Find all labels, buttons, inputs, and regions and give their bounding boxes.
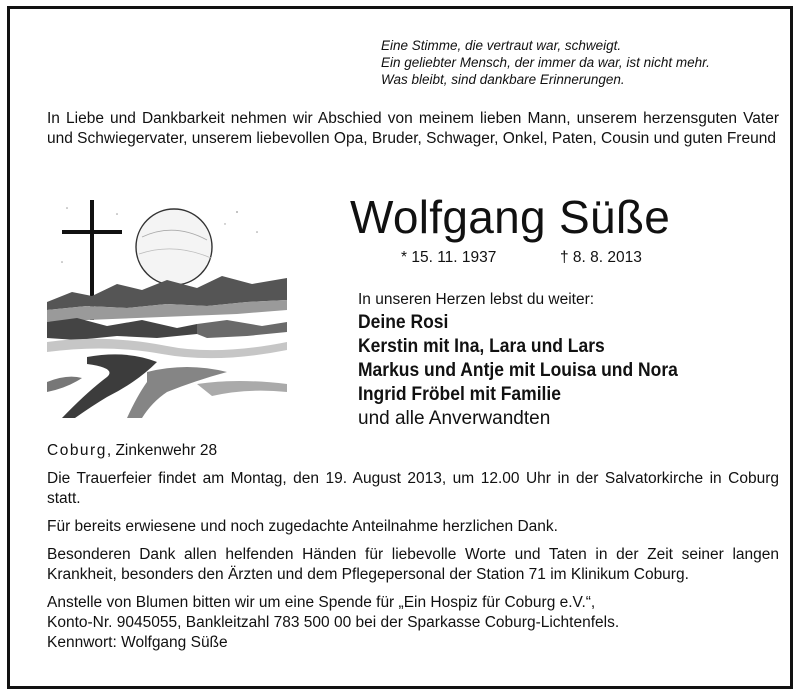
poem-line: Ein geliebter Mensch, der immer da war, ist nicht mehr. bbox=[381, 55, 710, 70]
farewell-intro: In Liebe und Dankbarkeit nehmen wir Abschied von meinem lieben Mann, unserem herzensguten Vater und Schwiegervater, unserem liebevollen Opa, Bruder, Schwager, Onkel, Paten, Cousin und guten Freund bbox=[47, 110, 779, 147]
deceased-name: Wolfgang Süße bbox=[350, 191, 671, 243]
survivors-list bbox=[358, 289, 706, 431]
special-thanks: Besonderen Dank allen helfenden Händen für liebevolle Worte und Taten in der Zeit seiner langen Krankheit, besonders den Ärzten und dem Pflegepersonal der Station 71 im Klinikum Coburg. bbox=[47, 546, 779, 583]
donation-line: Anstelle von Blumen bitten wir um eine Spende für „Ein Hospiz für Coburg e.V.“, bbox=[47, 594, 596, 611]
mourner-name: Ingrid Fröbel mit Familie bbox=[358, 384, 561, 405]
address-street: , Zinkenwehr 28 bbox=[106, 442, 218, 459]
funeral-details bbox=[47, 469, 779, 653]
poem-line: Eine Stimme, die vertraut war, schweigt. bbox=[381, 38, 622, 53]
birth-date: * 15. 11. 1937 bbox=[401, 249, 497, 266]
poem-line: Was bleibt, sind dankbare Erinnerungen. bbox=[381, 72, 625, 87]
obituary-notice bbox=[7, 6, 793, 689]
address-place: Coburg bbox=[47, 442, 107, 459]
family-address bbox=[47, 442, 217, 460]
relatives-line: und alle Anverwandten bbox=[358, 408, 551, 429]
mourner-name: Kerstin mit Ina, Lara und Lars bbox=[358, 336, 605, 357]
donation-line: Konto-Nr. 9045055, Bankleitzahl 783 500 00 bei der Sparkasse Coburg-Lichtenfels. bbox=[47, 614, 620, 631]
survivors-lead: In unseren Herzen lebst du weiter: bbox=[358, 291, 595, 308]
cross-landscape-icon bbox=[47, 192, 287, 420]
thanks-note: Für bereits erwiesene und noch zugedachte Anteilnahme herzlichen Dank. bbox=[47, 518, 558, 535]
memorial-poem bbox=[381, 37, 710, 88]
death-date: † 8. 8. 2013 bbox=[560, 249, 642, 266]
donation-line: Kennwort: Wolfgang Süße bbox=[47, 634, 228, 651]
donation-request bbox=[47, 593, 779, 653]
cross-landscape-illustration bbox=[47, 192, 287, 420]
funeral-info: Die Trauerfeier findet am Montag, den 19. August 2013, um 12.00 Uhr in der Salvatorkirche in Coburg statt. bbox=[47, 470, 779, 507]
mourner-name: Markus und Antje mit Louisa und Nora bbox=[358, 360, 678, 381]
mourner-name: Deine Rosi bbox=[358, 312, 449, 333]
